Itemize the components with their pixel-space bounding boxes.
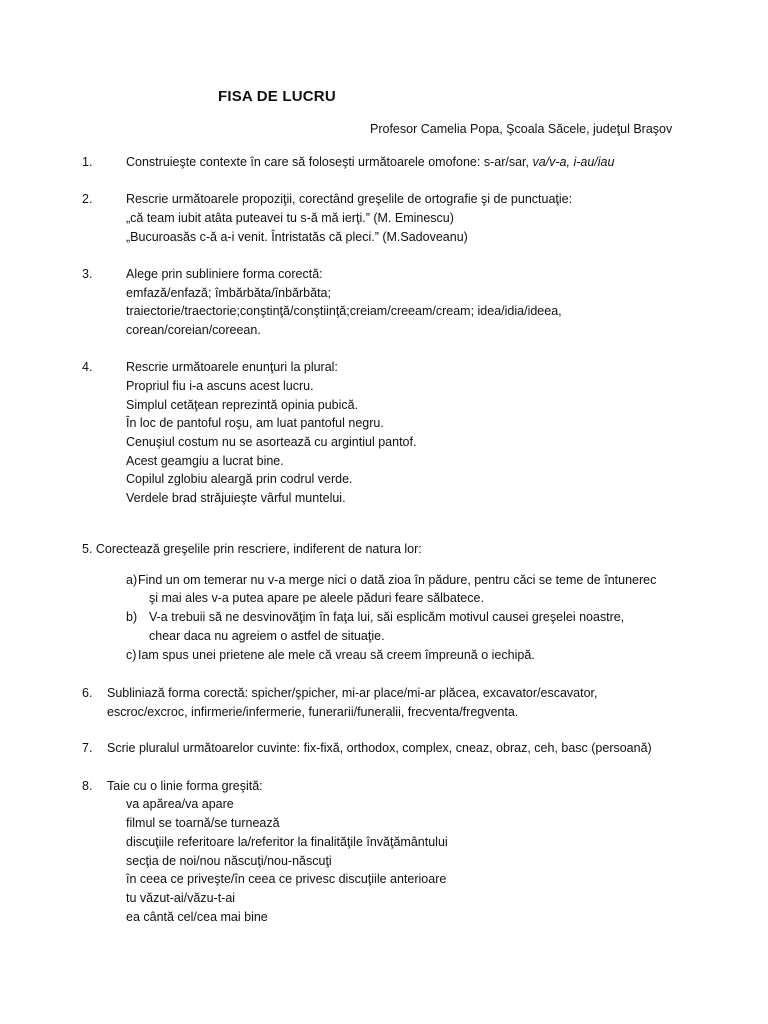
ex3-instruction: Alege prin subliniere forma corectă:	[126, 267, 323, 281]
ex6-line-2: escroc/excroc, infirmerie/infermerie, funerarii/funeralii, frecventa/fregventa.	[107, 705, 519, 719]
ex5-c-label: c)	[126, 648, 137, 662]
ex1-number: 1.	[82, 155, 93, 169]
ex1-instruction: Construieşte contexte în care să foloseşti următoarele omofone: s-ar/sar,	[126, 155, 533, 169]
ex4-line-3: În loc de pantoful roşu, am luat pantoful negru.	[126, 416, 384, 430]
ex4-line-1: Propriul fiu i-a ascuns acest lucru.	[126, 379, 314, 393]
ex2-line-2: „Bucuroasăs c-ă a-i venit. Întristatăs că pleci.” (M.Sadoveanu)	[126, 230, 468, 244]
ex5-b-line-1: V-a trebuii să ne desvinovăţim în faţa lui, săi esplicăm motivul causei greşelei noastre,	[149, 610, 625, 624]
ex8-line-5: în ceea ce priveşte/în ceea ce privesc discuţiile anterioare	[126, 872, 447, 886]
ex8-line-6: tu văzut-ai/văzu-t-ai	[126, 891, 236, 905]
ex4-line-7: Verdele brad străjuieşte vârful muntelui.	[126, 491, 346, 505]
ex8-line-2: filmul se toarnă/se turnează	[126, 816, 280, 830]
ex7-number: 7.	[82, 741, 93, 755]
ex2-line-1: „că team iubit atâta puteavei tu s-ă mă ierţi.” (M. Eminescu)	[126, 211, 454, 225]
ex5-a-line-1: Find un om temerar nu v-a merge nici o dată zioa în pădure, pentru căci se teme de întunerec	[138, 573, 657, 587]
ex5-heading: 5. Corectează greşelile prin rescriere, indiferent de natura lor:	[82, 542, 422, 556]
ex8-line-4: secţia de noi/nou născuţi/nou-născuţi	[126, 854, 332, 868]
ex4-line-4: Cenuşiul costum nu se asortează cu argintiul pantof.	[126, 435, 417, 449]
ex8-instruction: Taie cu o linie forma greşită:	[107, 779, 263, 793]
ex4-line-6: Copilul zglobiu aleargă prin codrul verde.	[126, 472, 353, 486]
ex1-text	[126, 155, 614, 169]
ex4-line-2: Simplul cetăţean reprezintă opinia pubică.	[126, 398, 359, 412]
ex5-b-line-2: chear daca nu agreiem o astfel de situaţie.	[149, 629, 385, 643]
ex3-number: 3.	[82, 267, 93, 281]
ex6-number: 6.	[82, 686, 93, 700]
ex5-a-label: a)	[126, 573, 138, 587]
ex3-line-2: traiectorie/traectorie;conştinţă/conştiinţă;creiam/creeam/cream; idea/idia/ideea,	[126, 304, 562, 318]
ex4-line-5: Acest geamgiu a lucrat bine.	[126, 454, 284, 468]
ex4-instruction: Rescrie următoarele enunţuri la plural:	[126, 360, 338, 374]
ex4-number: 4.	[82, 360, 93, 374]
ex8-line-7: ea cântă cel/cea mai bine	[126, 910, 268, 924]
ex8-number: 8.	[82, 779, 93, 793]
ex8-line-1: va apărea/va apare	[126, 797, 234, 811]
ex5-c-line-1: Iam spus unei prietene ale mele că vreau să creem împreună o iechipă.	[138, 648, 535, 662]
ex6-line-1: Subliniază forma corectă: spicher/şpicher, mi-ar place/mi-ar plăcea, excavator/escavator,	[107, 686, 598, 700]
ex2-instruction: Rescrie următoarele propoziţii, corectând greşelile de ortografie şi de punctuaţie:	[126, 192, 573, 206]
ex5-b-label: b)	[126, 610, 138, 624]
ex1-italic: va/v-a, i-au/iau	[532, 155, 615, 169]
ex7-text: Scrie pluralul următoarelor cuvinte: fix-fixă, orthodox, complex, cneaz, obraz, ceh, basc (persoană)	[107, 741, 652, 755]
author-line: Profesor Camelia Popa, Şcoala Săcele, judeţul Braşov	[370, 122, 673, 136]
ex3-line-1: emfază/enfază; îmbărbăta/înbărbăta;	[126, 286, 331, 300]
ex8-line-3: discuţiile referitoare la/referitor la finalităţile învăţământului	[126, 835, 448, 849]
ex5-a-line-2: şi mai ales v-a putea apare pe aleele păduri feare sălbatece.	[149, 591, 484, 605]
ex2-number: 2.	[82, 192, 93, 206]
page-title: FISA DE LUCRU	[218, 88, 336, 105]
ex3-line-3: corean/coreian/coreean.	[126, 323, 261, 337]
